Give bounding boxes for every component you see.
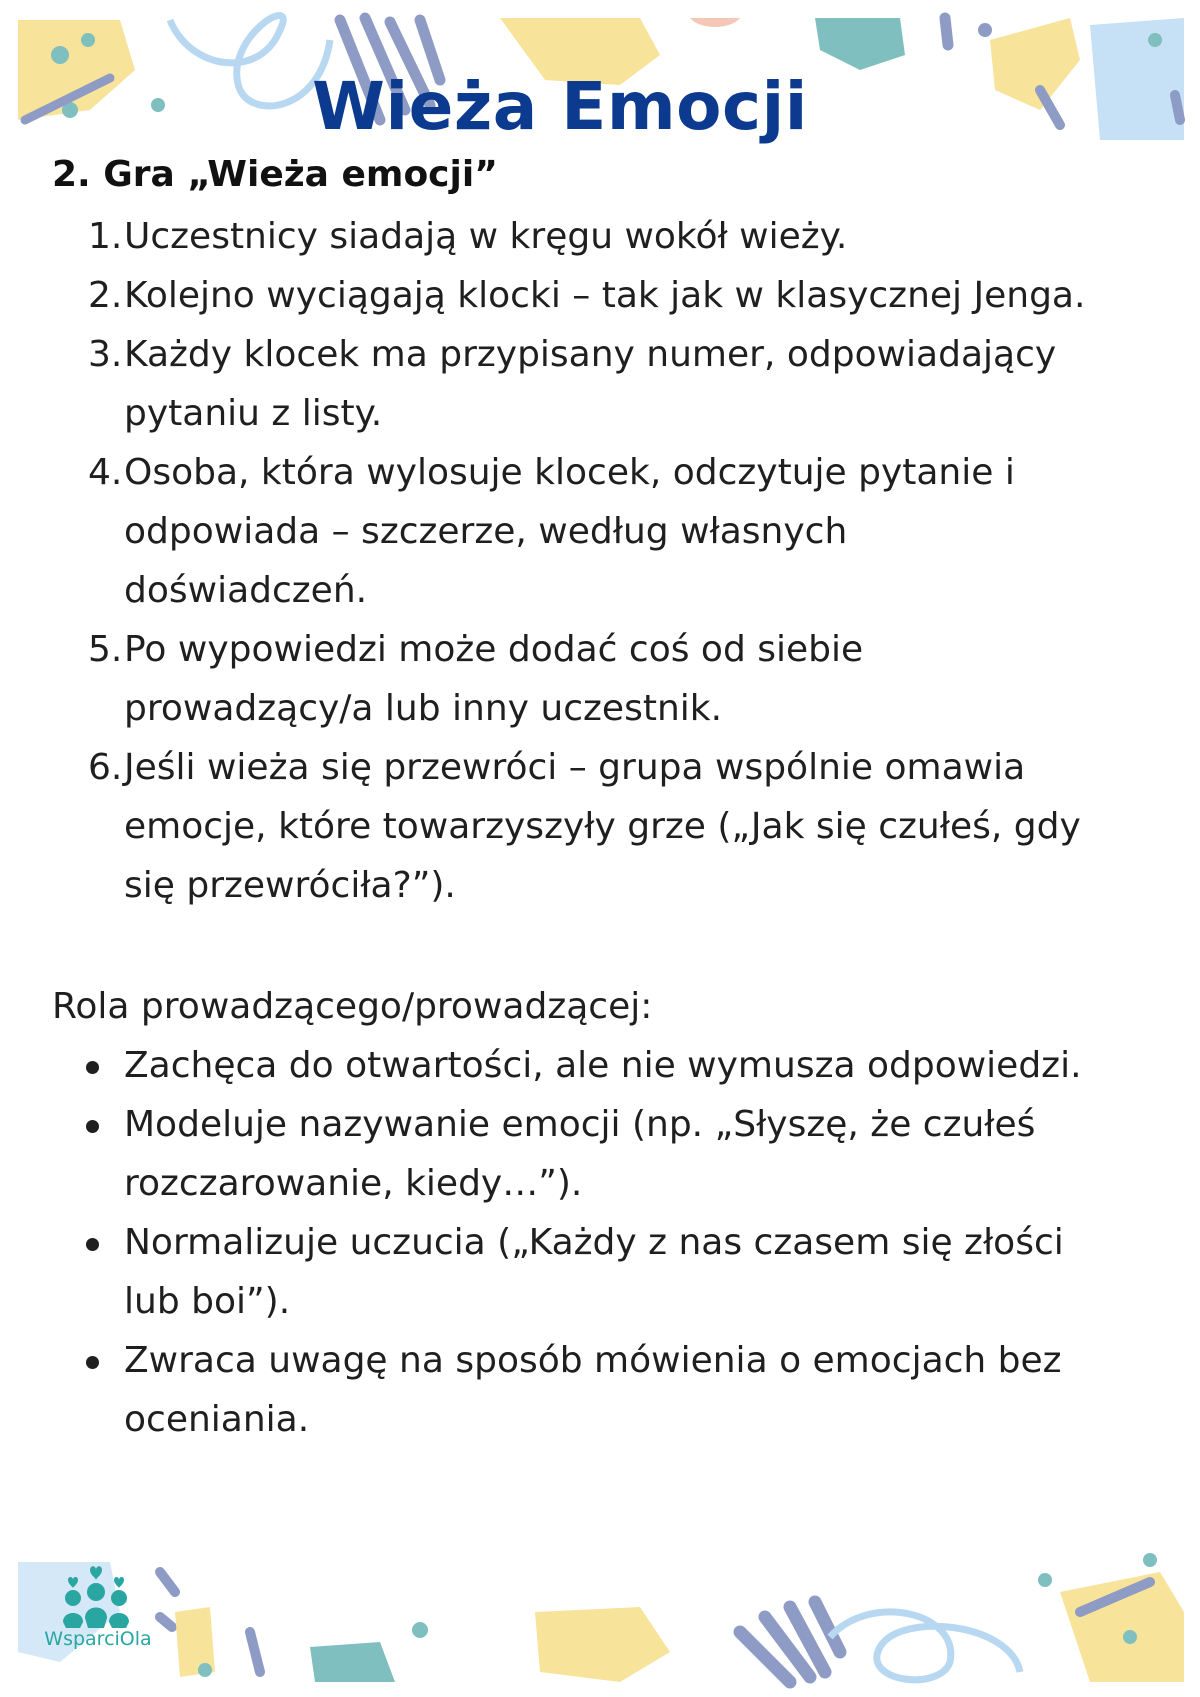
list-item [0,1331,1120,1449]
list-item [0,1036,1120,1095]
step-text: Uczestnicy siadają w kręgu wokół wieży. [124,216,848,257]
role-bullets-list [0,1036,1120,1449]
bullet-icon [86,1238,99,1251]
list-item [0,620,1120,738]
list-item [0,443,1120,620]
logo-text: WsparciOla [44,1628,152,1650]
step-number: 4. [88,452,123,493]
step-number: 6. [88,747,123,788]
bullet-icon [86,1356,99,1369]
step-text: Jeśli wieża się przewróci – grupa wspólnie omawia emocje, które towarzyszyły grze („Jak się czułeś, gdy się przewróciła?”). [124,747,1081,906]
step-text: Po wypowiedzi może dodać coś od siebie prowadzący/a lub inny uczestnik. [124,629,864,729]
list-item [0,207,1120,266]
steps-list [0,207,1120,915]
bullet-text: Modeluje nazywanie emocji (np. „Słyszę, że czułeś rozczarowanie, kiedy…”). [124,1104,1036,1204]
bottom-decorative-banner [0,1552,1200,1697]
bullet-text: Zwraca uwagę na sposób mówienia o emocjach bez oceniania. [124,1340,1062,1440]
step-number: 2. [88,275,123,316]
role-label: Rola prowadzącego/prowadzącej: [52,986,653,1027]
list-item [0,1095,1120,1213]
step-number: 3. [88,334,123,375]
list-item [0,325,1120,443]
step-number: 1. [88,216,123,257]
step-text: Kolejno wyciągają klocki – tak jak w klasycznej Jenga. [124,275,1086,316]
bullet-icon [86,1061,99,1074]
bullet-text: Zachęca do otwartości, ale nie wymusza odpowiedzi. [124,1045,1082,1086]
bullet-icon [86,1120,99,1133]
step-number: 5. [88,629,123,670]
list-item [0,738,1120,915]
bullet-text: Normalizuje uczucia („Każdy z nas czasem się złości lub boi”). [124,1222,1064,1322]
list-item [0,266,1120,325]
list-item [0,1213,1120,1331]
page-title: Wieża Emocji [312,68,808,145]
step-text: Każdy klocek ma przypisany numer, odpowiadający pytaniu z listy. [124,334,1057,434]
section-heading: 2. Gra „Wieża emocji” [52,154,498,195]
step-text: Osoba, która wylosuje klocek, odczytuje pytanie i odpowiada – szczerze, według własnych doświadczeń. [124,452,1015,611]
